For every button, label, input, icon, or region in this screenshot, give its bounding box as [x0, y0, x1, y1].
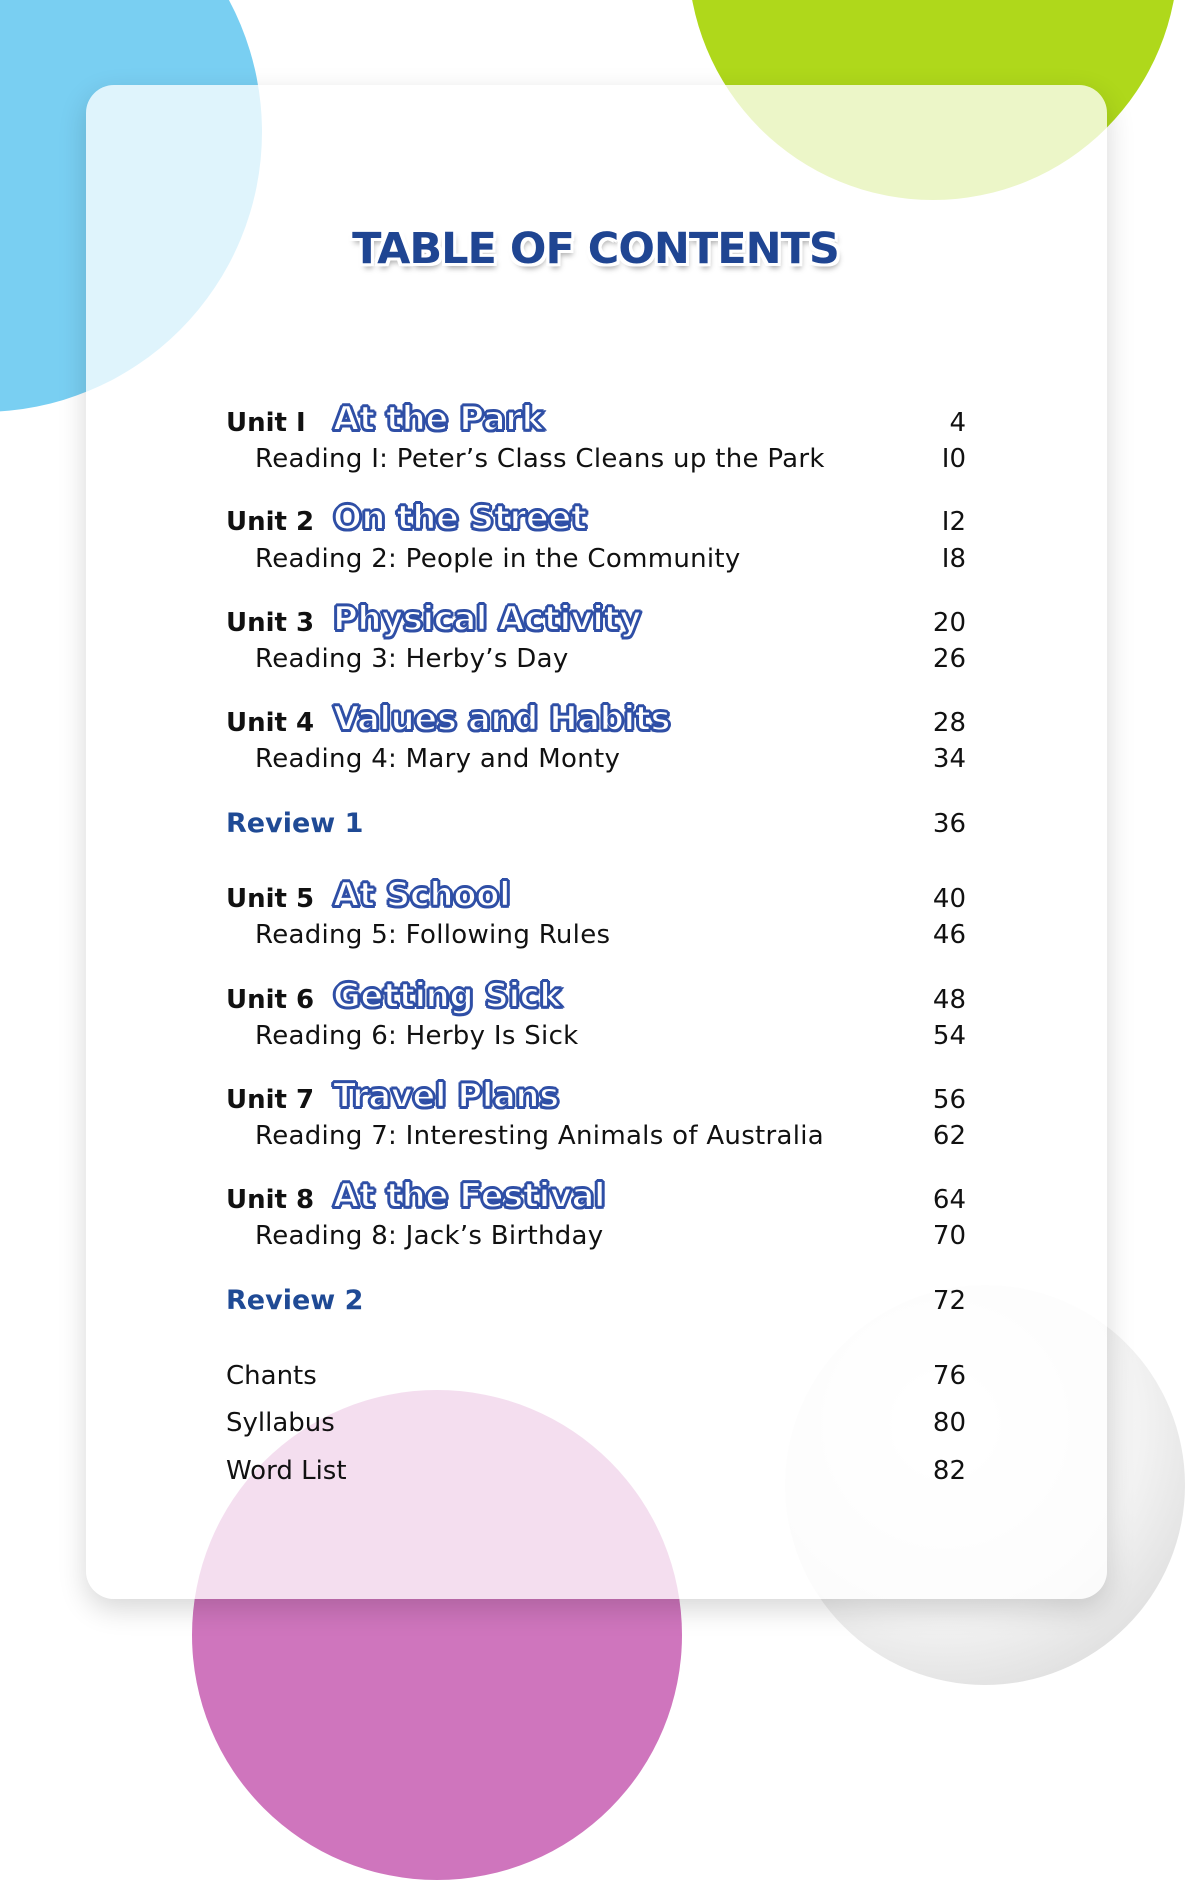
toc-extra-row[interactable] [226, 1356, 966, 1396]
reading-title: Reading 8: Jack’s Birthday [255, 1221, 604, 1251]
reading-title: Reading 2: People in the Community [255, 544, 741, 574]
unit-title: Physical Activity [333, 599, 641, 639]
toc-reading-row[interactable] [226, 1116, 966, 1156]
toc-unit-row[interactable] [226, 699, 966, 743]
toc-unit-row[interactable] [226, 1176, 966, 1220]
unit-label: Unit 5 [226, 884, 315, 914]
extra-label: Syllabus [226, 1408, 335, 1438]
reading-title: Reading 3: Herby’s Day [255, 644, 569, 674]
reading-title: Reading 4: Mary and Monty [255, 744, 621, 774]
toc-reading-row[interactable] [226, 639, 966, 679]
toc-reading-row[interactable] [226, 539, 966, 579]
unit-label: Unit 8 [226, 1185, 315, 1215]
page-number: 40 [932, 884, 966, 914]
toc-reading-row[interactable] [226, 1016, 966, 1056]
page-number: 28 [932, 708, 966, 738]
unit-label: Unit 2 [226, 507, 315, 537]
page-number: 64 [932, 1185, 966, 1215]
toc-reading-row[interactable] [226, 1216, 966, 1256]
reading-title: Reading 6: Herby Is Sick [255, 1021, 579, 1051]
toc-reading-row[interactable] [226, 915, 966, 955]
page-number: 62 [932, 1121, 966, 1151]
toc-unit-row[interactable] [226, 399, 966, 443]
reading-title: Reading 7: Interesting Animals of Australia [255, 1121, 825, 1151]
unit-title: At the Park [333, 399, 544, 439]
review-label: Review 2 [226, 1285, 364, 1316]
page-number: I2 [941, 507, 966, 537]
reading-title: Reading 5: Following Rules [255, 920, 611, 950]
unit-label: Unit 4 [226, 708, 315, 738]
unit-label: Unit 6 [226, 985, 315, 1015]
page-number: 36 [932, 809, 966, 839]
toc-reading-row[interactable] [226, 439, 966, 479]
review-label: Review 1 [226, 808, 364, 839]
page-number: 46 [932, 920, 966, 950]
unit-label: Unit I [226, 408, 306, 438]
unit-title: At School [333, 875, 511, 915]
page-number: 26 [932, 644, 966, 674]
extra-label: Word List [226, 1456, 347, 1486]
toc-review-row[interactable] [226, 1281, 966, 1321]
reading-title: Reading I: Peter’s Class Cleans up the Park [255, 444, 825, 474]
page-number: 72 [932, 1286, 966, 1316]
toc-extra-row[interactable] [226, 1403, 966, 1443]
unit-label: Unit 7 [226, 1085, 315, 1115]
page-number: 70 [932, 1221, 966, 1251]
page-number: 56 [932, 1085, 966, 1115]
unit-title: On the Street [333, 498, 587, 538]
unit-label: Unit 3 [226, 608, 315, 638]
unit-title: At the Festival [333, 1176, 606, 1216]
page-title: TABLE OF CONTENTS [352, 224, 839, 274]
toc-unit-row[interactable] [226, 599, 966, 643]
toc-extra-row[interactable] [226, 1451, 966, 1491]
toc-unit-row[interactable] [226, 498, 966, 542]
page-number: 4 [949, 408, 966, 438]
page-number: 48 [932, 985, 966, 1015]
page-number: 76 [932, 1361, 966, 1391]
page-number: 82 [932, 1456, 966, 1486]
toc-unit-row[interactable] [226, 1076, 966, 1120]
page-number: 34 [932, 744, 966, 774]
page-number: 54 [932, 1021, 966, 1051]
toc-review-row[interactable] [226, 804, 966, 844]
page-number: I0 [941, 444, 966, 474]
page-number: 80 [932, 1408, 966, 1438]
page-number: 20 [932, 608, 966, 638]
extra-label: Chants [226, 1361, 317, 1391]
toc-unit-row[interactable] [226, 976, 966, 1020]
page-number: I8 [941, 544, 966, 574]
toc-reading-row[interactable] [226, 739, 966, 779]
unit-title: Values and Habits [333, 699, 671, 739]
unit-title: Getting Sick [333, 976, 562, 1016]
unit-title: Travel Plans [333, 1076, 559, 1116]
toc-unit-row[interactable] [226, 875, 966, 919]
